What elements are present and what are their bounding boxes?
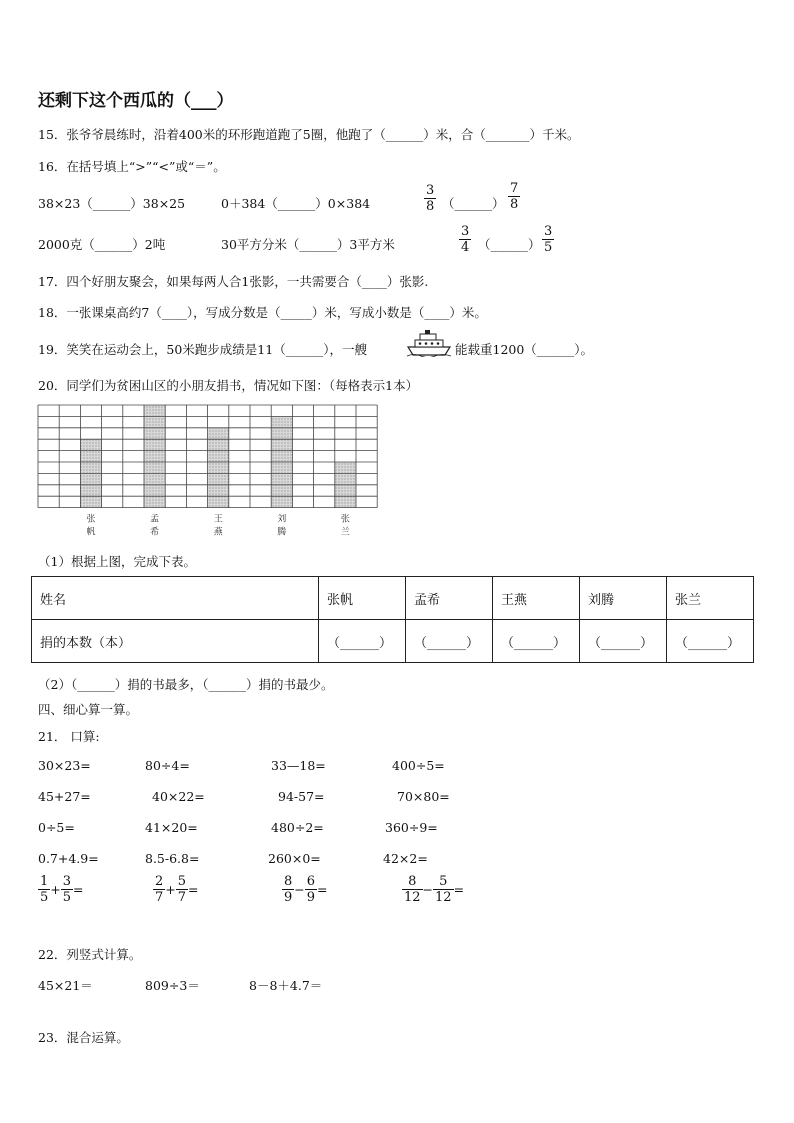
donation-table [31,576,754,663]
calc-item: 70×80= [397,789,450,804]
bar-王燕 [208,428,229,508]
table-name-cell: 张帆 [319,577,406,620]
axis-label: 张兰 [340,514,350,538]
axis-label: 刘腾 [277,514,287,538]
calc-item: 94-57= [278,789,325,804]
fraction-calc: $\frac{2}{7}$ + $\frac{5}{7}$ = [155,874,199,905]
compare-4: 2000克（______）2吨 [38,237,166,252]
compare-6-blank: （______） [478,237,541,252]
bar-孟希 [144,405,165,508]
compare-5: 30平方分米（______）3平方米 [221,237,395,252]
ship-icon [406,329,452,357]
calc-item: 40×22= [152,789,205,804]
axis-label: 王燕 [213,514,223,538]
question-15: 15．张爷爷晨练时，沿着400米的环形跑道跑了5圈，他跑了（______）米，合（_______）千米。 [38,127,580,142]
fraction-3-4: $\frac{3}{4}$ [461,224,470,255]
question-21: 21． 口算: [38,729,100,744]
table-header-label: 姓名 [32,577,319,620]
vertical-calc-item: 809÷3＝ [145,978,200,993]
table-blank-cell: （______） [406,620,493,663]
question-16: 16．在括号填上“>”“<”或“＝”。 [38,159,226,174]
table-blank-cell: （______） [580,620,667,663]
table-row [32,620,754,663]
table-name-cell: 孟希 [406,577,493,620]
question-20-part2: （2）（______）捐的书最多，（______）捐的书最少。 [38,677,334,692]
table-blank-cell: （______） [667,620,754,663]
question-17: 17．四个好朋友聚会，如果每两人合1张影，一共需要合（____）张影. [38,274,429,289]
calc-item: 80÷4= [145,758,190,773]
question-20: 20．同学们为贫困山区的小朋友捐书，情况如下图：（每格表示1本） [38,378,419,393]
fraction-calc: $\frac{1}{5}$ + $\frac{3}{5}$ = [40,874,84,905]
compare-1: 38×23（______）38×25 [38,196,186,211]
question-18: 18．一张课桌高约7（____），写成分数是（_____）米，写成小数是（____）米。 [38,305,487,320]
compare-3-blank: （______） [442,196,505,211]
calc-item: 30×23= [38,758,91,773]
table-blank-cell: （______） [319,620,406,663]
vertical-calc-item: 45×21＝ [38,978,93,993]
fraction-3-5: $\frac{3}{5}$ [544,224,553,255]
table-blank-cell: （______） [493,620,580,663]
axis-label: 孟希 [150,514,160,538]
page-heading: 还剩下这个西瓜的（___） [38,91,234,111]
table-name-cell: 刘腾 [580,577,667,620]
calc-item: 360÷9= [385,820,438,835]
calc-item: 42×2= [383,851,428,866]
calc-item: 0÷5= [38,820,75,835]
table-count-label: 捐的本数（本） [32,620,319,663]
compare-2: 0＋384（______）0×384 [221,196,371,211]
fraction-3-8: $\frac{3}{8}$ [426,183,435,214]
table-row [32,577,754,620]
vertical-calc-item: 8－8＋4.7＝ [249,978,323,993]
axis-label: 张帆 [86,514,96,538]
calc-item: 0.7+4.9= [38,851,99,866]
table-name-cell: 王燕 [493,577,580,620]
calc-item: 400÷5= [392,758,445,773]
fraction-calc: $\frac{8}{12}$ − $\frac{5}{12}$ = [404,874,465,905]
table-name-cell: 张兰 [667,577,754,620]
question-22: 22．列竖式计算。 [38,947,142,962]
section-heading: 四、细心算一算。 [38,702,139,717]
question-19-part2: 能载重1200（______）。 [455,342,594,357]
question-23: 23．混合运算。 [38,1030,129,1045]
question-20-part1: （1）根据上图，完成下表。 [38,554,196,569]
calc-item: 45+27= [38,789,91,804]
calc-item: 260×0= [268,851,321,866]
calc-item: 41×20= [145,820,198,835]
fraction-7-8: $\frac{7}{8}$ [510,181,519,212]
fraction-calc: $\frac{8}{9}$ − $\frac{6}{9}$ = [284,874,328,905]
calc-item: 480÷2= [271,820,324,835]
question-19-part1: 19．笑笑在运动会上，50米跑步成绩是11（______），一艘 [38,342,367,357]
calc-item: 33—18= [271,758,326,773]
calc-item: 8.5-6.8= [145,851,200,866]
donation-bar-chart [32,400,392,540]
